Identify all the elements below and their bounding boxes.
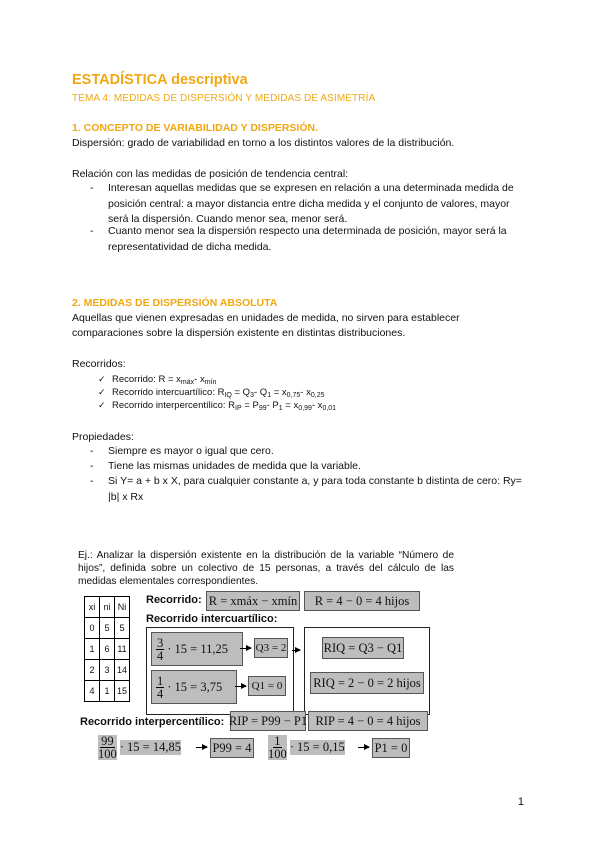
recorrido-intercuartilico-item: ✓ Recorrido intercuartílico: $R_{IQ} = Q_3-$ $Q_1 = x_{0,75}-$ $x_{0,25}$ [98, 387, 325, 399]
table-row: 0 5 5 [85, 618, 130, 639]
example-figure [78, 590, 458, 770]
p99-calc: $\frac{99}{100}$ · 15 = 14,85 [98, 733, 181, 761]
bullet-dash: - [90, 182, 94, 194]
example-statement: Ej.: Analizar la dispersión existente en la distribución de la variable “Número de hijos”, definida sobre un colectivo de 15 personas, a través del cálculo de las medidas elementales correspondientes. [78, 550, 454, 587]
p1-calc: $\frac{1}{100}$ · 15 = 0,15 [268, 733, 345, 761]
riq-formula-box: RIQ = Q3 − Q1 [322, 637, 404, 659]
arrow-icon [196, 747, 207, 748]
rip-result-box: RIP = 4 − 0 = 4 hijos [308, 711, 428, 731]
list-item: - Siempre es mayor o igual que cero. [90, 445, 274, 457]
recorrido-item: ✓ Recorrido: $R = x_{máx}-$ $x_{mín}$ [98, 374, 217, 386]
document-title: ESTADÍSTICA descriptiva [72, 72, 248, 88]
q3-calc-box: $\frac{3}{4}$ · 15 = 11,25 [151, 632, 243, 666]
dispersion-definition: Dispersión: grado de variabilidad en torno a los distintos valores de la distribución. [72, 137, 455, 149]
table-header-row [85, 597, 130, 618]
p99-result-box: P99 = 4 [210, 738, 254, 758]
arrow-icon [235, 686, 246, 687]
p1-result-box: P1 = 0 [372, 738, 410, 758]
section-2-intro: Aquellas que vienen expresadas en unidades de medida, no sirven para establecer comparaciones sobre la dispersión existente en distintas distribuciones. [72, 312, 460, 339]
q1-result-box: Q1 = 0 [248, 676, 286, 696]
interpercentilico-label: Recorrido interpercentílico: [80, 716, 225, 728]
table-header: xi [85, 597, 100, 618]
table-row: 2 3 14 [85, 660, 130, 681]
arrow-icon [240, 648, 251, 649]
bullet-dash: - [90, 225, 94, 237]
list-item: - Tiene las mismas unidades de medida que la variable. [90, 460, 361, 472]
page-number: 1 [517, 796, 524, 808]
document-subtitle: TEMA 4: MEDIDAS DE DISPERSIÓN Y MEDIDAS DE ASIMETRÍA [72, 93, 376, 104]
q1-calc-box: $\frac{1}{4}$ · 15 = 3,75 [151, 670, 237, 704]
section-1-heading: 1. CONCEPTO DE VARIABILIDAD Y DISPERSIÓN. [72, 122, 319, 134]
list-item [90, 181, 528, 228]
bullet-text: Cuanto menor sea la dispersión respecto una determinada de posición, mayor será la representatividad de dicha medida. [108, 225, 507, 253]
frequency-table [84, 596, 130, 702]
table-header: ni [100, 597, 115, 618]
table-row: 4 1 15 [85, 681, 130, 702]
check-icon: ✓ [98, 387, 106, 397]
check-icon: ✓ [98, 374, 106, 384]
check-icon: ✓ [98, 400, 106, 410]
intercuartilico-label: Recorrido intercuartílico: [146, 613, 278, 625]
rip-formula-box: RIP = P99 − P1 [230, 711, 306, 731]
recorrido-result-box: R = 4 − 0 = 4 hijos [304, 591, 420, 611]
arrow-icon [358, 747, 369, 748]
table-row: 1 6 11 [85, 639, 130, 660]
relation-intro: Relación con las medidas de posición de tendencia central: [72, 168, 349, 180]
riq-result-box: RIQ = 2 − 0 = 2 hijos [310, 672, 424, 694]
recorrido-label: Recorrido: [146, 594, 202, 606]
list-item [90, 224, 528, 255]
list-item: - Si Y= a + b x X, para cualquier constante a, y para toda constante b distinta de cero: Ry= |b| x Rx [90, 475, 522, 503]
propiedades-label: Propiedades: [72, 431, 134, 443]
recorrido-formula-box: R = xmáx − xmín [206, 591, 300, 611]
arrow-icon [292, 650, 300, 651]
table-header: Ni [115, 597, 130, 618]
bullet-text: Interesan aquellas medidas que se expresen en relación a una determinada medida de posición central: a mayor distancia entre dicha medida y el conjunto de valores, mayor será la dispersión. Cuando menor sea, menor será. [108, 182, 514, 225]
section-2-heading: 2. MEDIDAS DE DISPERSIÓN ABSOLUTA [72, 297, 278, 309]
recorridos-label: Recorridos: [72, 358, 126, 370]
recorrido-interpercentilico-item: ✓ Recorrido interpercentílico: $R_{IP} = P_{99}-$ $P_1 = x_{0,99}-$ $x_{0,01}$ [98, 400, 337, 412]
q3-result-box: Q3 = 2 [254, 638, 288, 658]
